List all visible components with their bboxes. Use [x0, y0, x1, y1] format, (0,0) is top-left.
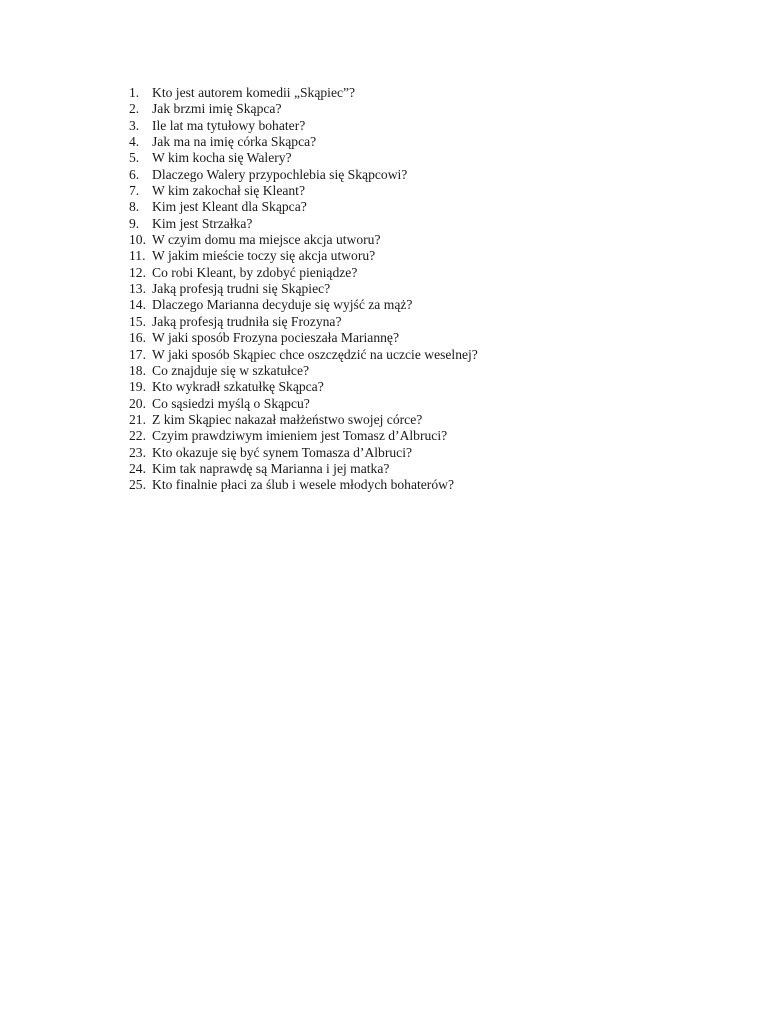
question-number: 23.: [129, 444, 146, 460]
question-text: W kim kocha się Walery?: [152, 150, 292, 166]
question-number: 24.: [129, 460, 146, 476]
question-item-12: [129, 265, 478, 281]
question-item-22: [129, 428, 478, 444]
question-text: Kto finalnie płaci za ślub i wesele młodych bohaterów?: [152, 477, 454, 493]
question-text: W czyim domu ma miejsce akcja utworu?: [152, 232, 381, 248]
question-item-9: [129, 216, 478, 232]
question-number: 18.: [129, 362, 146, 378]
question-text: Jaką profesją trudniła się Frozyna?: [152, 313, 342, 329]
question-item-25: [129, 477, 478, 493]
question-number: 5.: [129, 150, 140, 166]
question-number: 21.: [129, 411, 146, 427]
question-text: Dlaczego Marianna decyduje się wyjść za mąż?: [152, 297, 413, 313]
question-item-14: [129, 297, 478, 313]
question-text: Kto jest autorem komedii „Skąpiec”?: [152, 85, 356, 100]
question-item-24: [129, 461, 478, 477]
question-text: Czyim prawdziwym imieniem jest Tomasz d’Albruci?: [152, 428, 448, 444]
question-text: W kim zakochał się Kleant?: [152, 183, 305, 199]
question-item-15: [129, 314, 478, 330]
question-number: 11.: [129, 248, 146, 264]
question-number: 14.: [129, 297, 146, 313]
question-item-7: [129, 183, 478, 199]
question-item-13: [129, 281, 478, 297]
question-number: 9.: [129, 215, 140, 231]
question-item-1: [129, 85, 478, 101]
question-number: 8.: [129, 199, 140, 215]
question-item-8: [129, 199, 478, 215]
question-text: Z kim Skąpiec nakazał małżeństwo swojej córce?: [152, 411, 423, 427]
question-text: Kim tak naprawdę są Marianna i jej matka?: [152, 460, 390, 476]
question-item-3: [129, 118, 478, 134]
question-number: 4.: [129, 134, 140, 150]
question-text: Co robi Kleant, by zdobyć pieniądze?: [152, 264, 358, 280]
question-number: 15.: [129, 313, 146, 329]
question-item-5: [129, 150, 478, 166]
question-text: Co znajduje się w szkatułce?: [152, 362, 310, 378]
question-text: Kto okazuje się być synem Tomasza d’Albruci?: [152, 444, 413, 460]
question-number: 20.: [129, 395, 146, 411]
question-item-23: [129, 445, 478, 461]
question-number: 25.: [129, 477, 146, 493]
question-item-4: [129, 134, 478, 150]
question-item-10: [129, 232, 478, 248]
question-text: Kto wykradł szkatułkę Skąpca?: [152, 379, 324, 395]
question-list: [129, 85, 478, 494]
question-number: 7.: [129, 183, 140, 199]
question-number: 10.: [129, 232, 146, 248]
question-number: 6.: [129, 166, 140, 182]
question-text: W jaki sposób Skąpiec chce oszczędzić na uczcie weselnej?: [152, 346, 478, 362]
question-item-6: [129, 167, 478, 183]
question-number: 2.: [129, 101, 140, 117]
question-text: Ile lat ma tytułowy bohater?: [152, 117, 306, 133]
question-item-19: [129, 379, 478, 395]
question-number: 16.: [129, 330, 146, 346]
question-item-21: [129, 412, 478, 428]
question-item-2: [129, 101, 478, 117]
question-text: Dlaczego Walery przypochlebia się Skąpcowi?: [152, 166, 408, 182]
question-text: Jak brzmi imię Skąpca?: [152, 101, 282, 117]
question-number: 22.: [129, 428, 146, 444]
question-text: Jaką profesją trudni się Skąpiec?: [152, 281, 331, 297]
question-text: W jakim mieście toczy się akcja utworu?: [152, 248, 376, 264]
question-text: Co sąsiedzi myślą o Skąpcu?: [152, 395, 310, 411]
question-number: 19.: [129, 379, 146, 395]
question-number: 12.: [129, 264, 146, 280]
question-number: 1.: [129, 85, 140, 100]
question-text: Kim jest Kleant dla Skąpca?: [152, 199, 307, 215]
question-item-18: [129, 363, 478, 379]
question-number: 17.: [129, 346, 146, 362]
question-item-17: [129, 347, 478, 363]
question-number: 3.: [129, 117, 140, 133]
question-item-11: [129, 248, 478, 264]
question-text: Kim jest Strzałka?: [152, 215, 253, 231]
question-text: Jak ma na imię córka Skąpca?: [152, 134, 317, 150]
question-text: W jaki sposób Frozyna pocieszała Mariannę?: [152, 330, 399, 346]
question-item-20: [129, 396, 478, 412]
question-item-16: [129, 330, 478, 346]
question-number: 13.: [129, 281, 146, 297]
